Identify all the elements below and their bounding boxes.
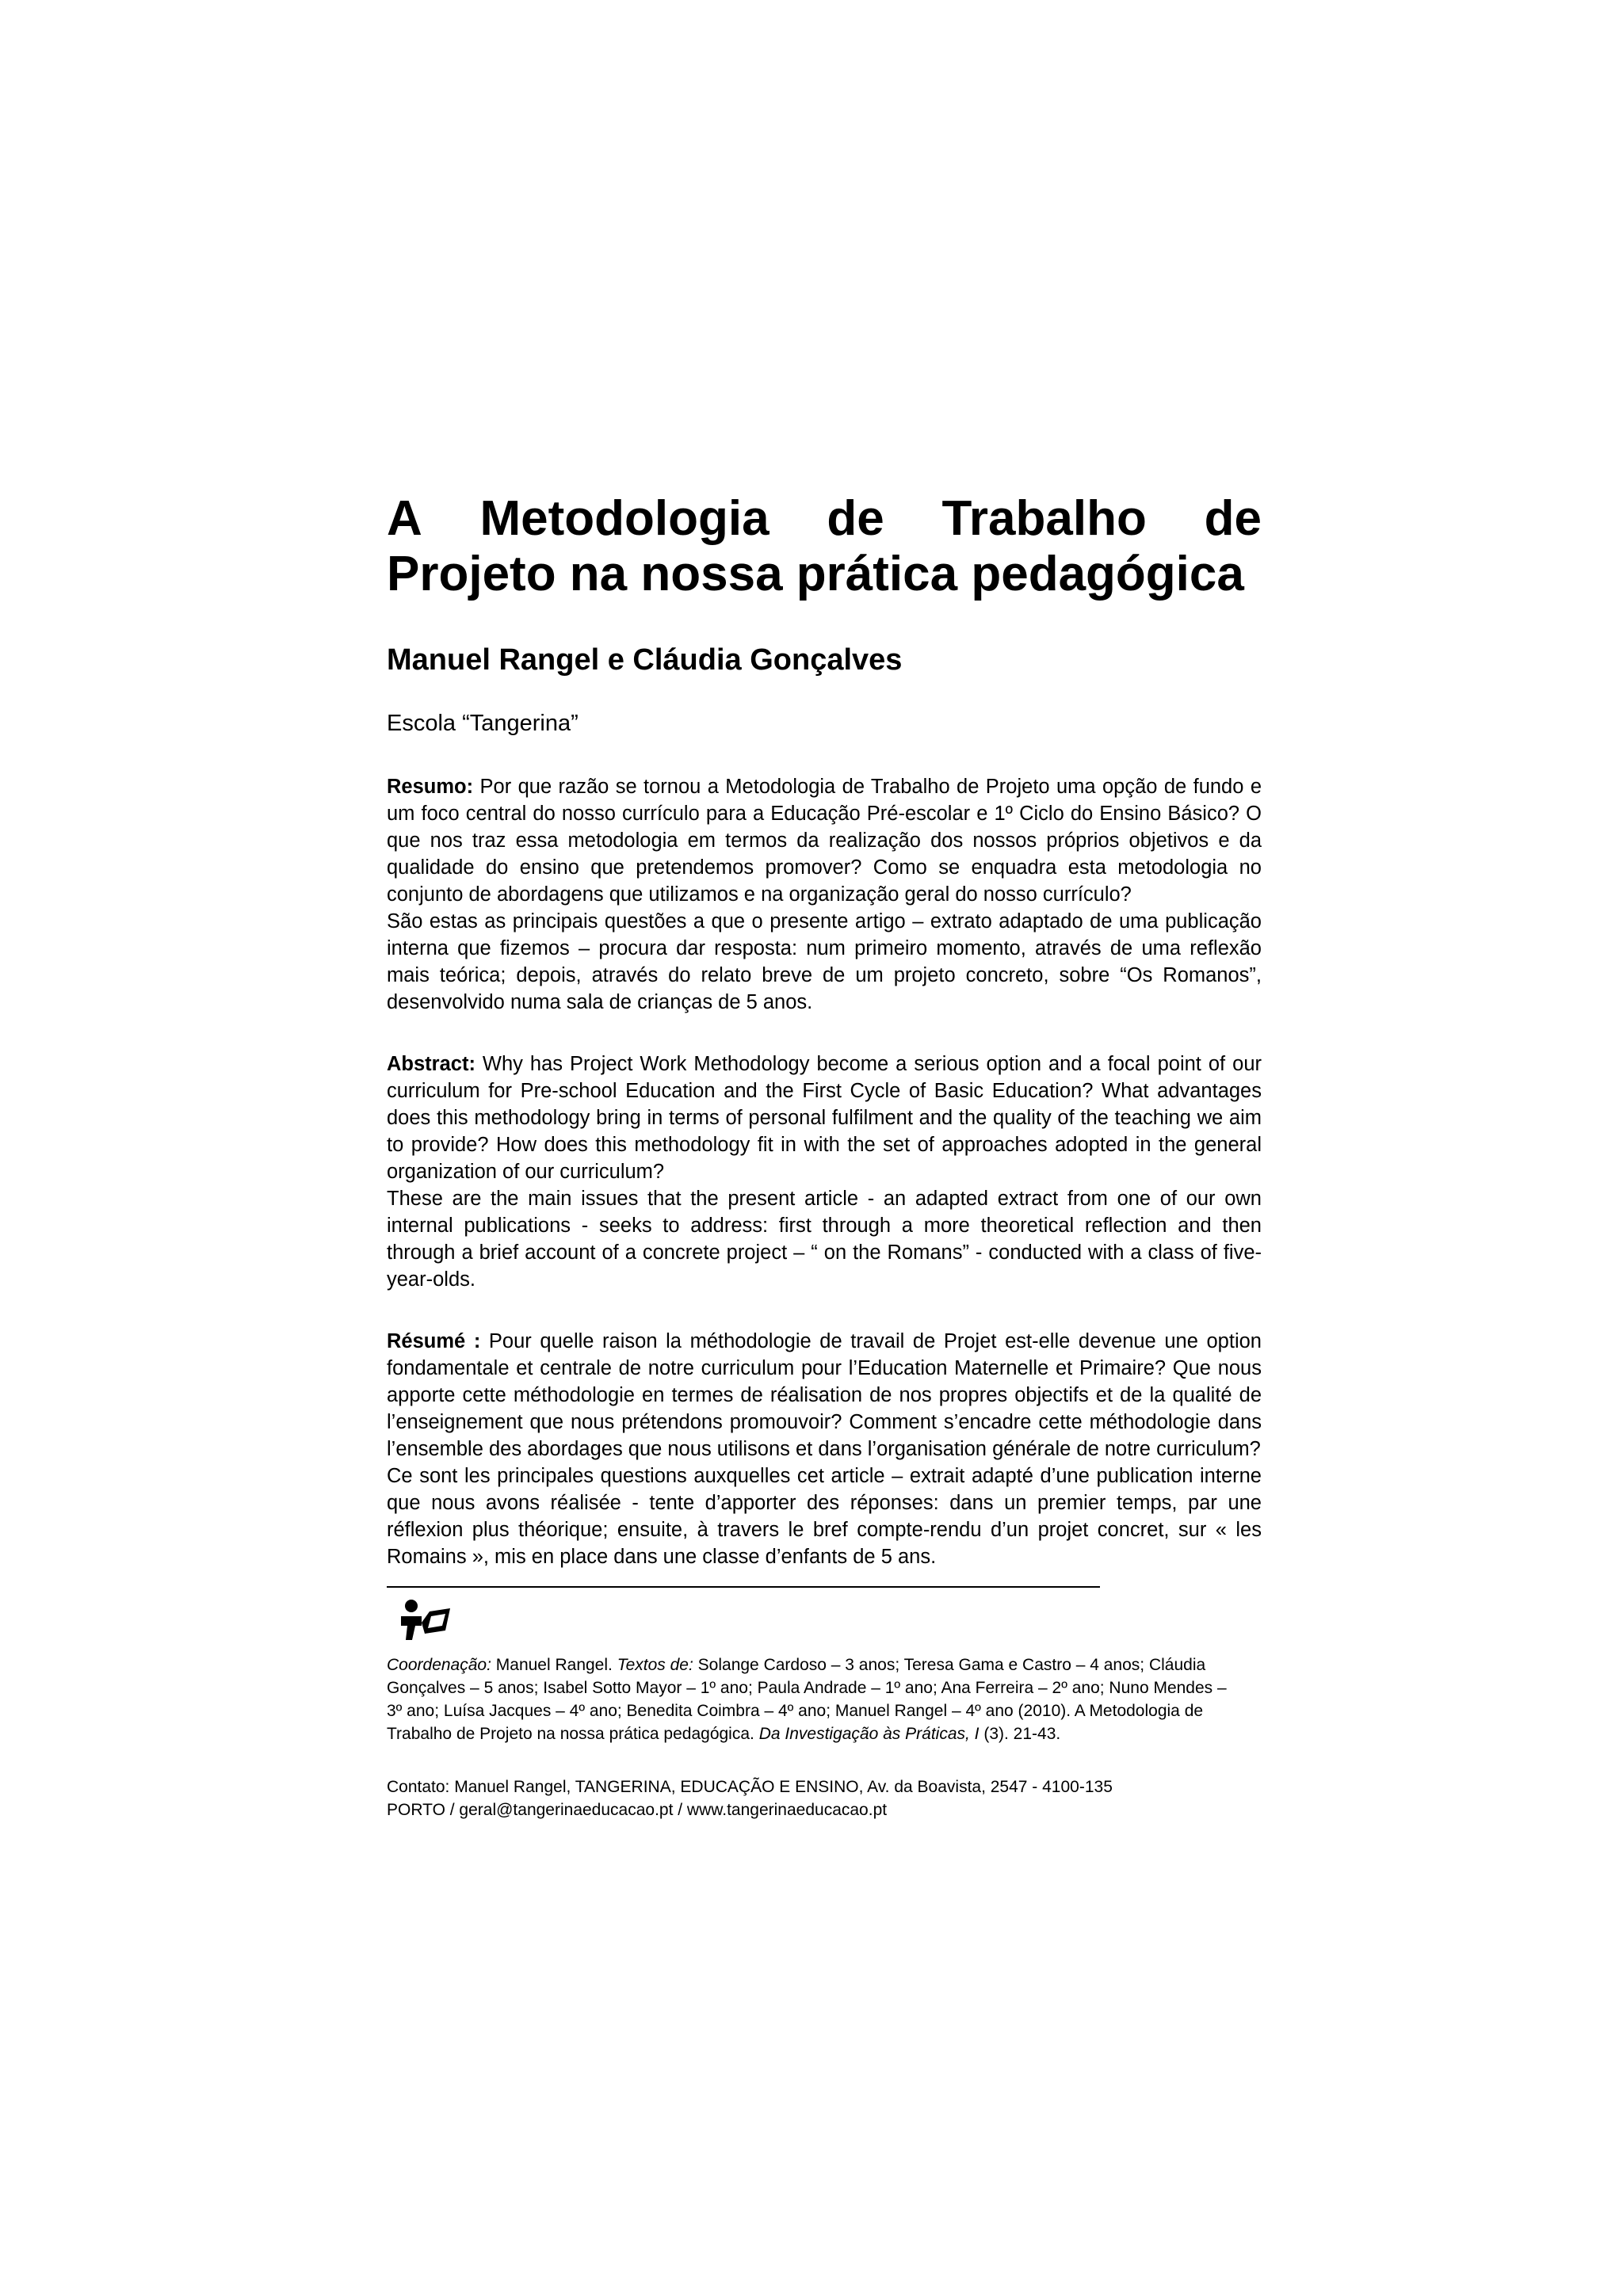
abstract-text-1: Why has Project Work Methodology become a serious option and a focal point of our curriculum for Pre-school Education and the First Cycle of Basic Education? What advantages does this methodology bring in terms of personal fulfilment and the quality of the teaching we aim to provide? How does this methodology fit in with the set of approaches adopted in the general organization of our curriculum?: [387, 1053, 1262, 1183]
title-word: de: [827, 491, 884, 546]
resumo-text-1: Por que razão se tornou a Metodologia de Trabalho de Projeto uma opção de fundo e um foco central do nosso currículo para a Educação Pré-escolar e 1º Ciclo do Ensino Básico? O que nos traz essa metodologia em termos da realização dos nossos próprios objetivos e da qualidade do ensino que pretendemos promover? Como se enquadra esta metodologia no conjunto de abordagens que utilizamos e na organização geral do nosso currículo?: [387, 776, 1262, 906]
contact-line-2: PORTO / geral@tangerinaeducacao.pt / www.tangerinaeducacao.pt: [387, 1801, 888, 1819]
reading-person-logo-icon: [398, 1599, 453, 1643]
texts-authors: Solange Cardoso – 3 anos; Teresa Gama e Castro – 4 anos; Cláudia Gonçalves – 5 anos; Isabel Sotto Mayor – 1º ano; Paula Andrade – 1º ano; Ana Ferreira – 2º ano; Nuno Mendes – 3º ano; Luísa Jacques – 4º ano; Benedita Coimbra – 4º ano; Manuel Rangel – 4º ano (2010). A Metodologia de Trabalho de Projeto na nossa prática pedagógica.: [387, 1656, 1227, 1743]
resumo-paragraph-1: [387, 773, 1262, 908]
texts-label: Textos de:: [617, 1656, 693, 1674]
abstract-paragraph-1: [387, 1051, 1262, 1185]
coordination-name: Manuel Rangel.: [491, 1656, 617, 1674]
resumo-section: [387, 773, 1262, 1016]
authors: Manuel Rangel e Cláudia Gonçalves: [387, 643, 903, 677]
contact-info: [387, 1775, 1262, 1821]
article-front-matter: [387, 491, 1262, 1821]
title-word: Metodologia: [479, 491, 769, 546]
resumo-paragraph-2: São estas as principais questões a que o presente artigo – extrato adaptado de uma publicação interna que fizemos – procura dar resposta: num primeiro momento, através de uma reflexão mais teórica; depois, através do relato breve de um projeto concreto, sobre “Os Romanos”, desenvolvido numa sala de crianças de 5 anos.: [387, 910, 1262, 1013]
abstract-section: [387, 1051, 1262, 1293]
resumo-label: Resumo:: [387, 776, 474, 798]
title-line-2: Projeto na nossa prática pedagógica: [387, 547, 1244, 601]
journal-pages: (3). 21-43.: [979, 1725, 1061, 1743]
title-line-1: [387, 491, 1262, 547]
abstract-paragraph-2: These are the main issues that the present article - an adapted extract from one of our own internal publications - seeks to address: first through a more theoretical reflection and then through a brief account of a concrete project – “ on the Romans” - conducted with a class of five-year-olds.: [387, 1188, 1262, 1291]
resume-text-1: Pour quelle raison la méthodologie de travail de Projet est-elle devenue une option fondamentale et centrale de notre curriculum pour l’Education Maternelle et Primaire? Que nous apporte cette méthodologie en termes de réalisation de nos propres objectifs et de la qualité de l’enseignement que nous prétendons promouvoir? Comment s’encadre cette méthodologie dans l’ensemble des abordages que nous utilisons et dans l’organisation générale de notre curriculum?: [387, 1330, 1262, 1460]
title-word: de: [1204, 491, 1262, 546]
contact-line-1: Contato: Manuel Rangel, TANGERINA, EDUCAÇÃO E ENSINO, Av. da Boavista, 2547 - 4100-135: [387, 1778, 1113, 1796]
affiliation: Escola “Tangerina”: [387, 711, 579, 736]
abstract-label: Abstract:: [387, 1053, 475, 1075]
resume-label: Résumé :: [387, 1330, 481, 1352]
resume-section: [387, 1328, 1262, 1570]
title-word: Trabalho: [941, 491, 1147, 546]
citation-footnote: [387, 1653, 1243, 1745]
journal-name: Da Investigação às Práticas, I: [758, 1725, 980, 1743]
article-title: [387, 491, 1262, 602]
resume-paragraph-2: Ce sont les principales questions auxquelles cet article – extrait adapté d’une publication interne que nous avons réalisée - tente d’apporter des réponses: dans un premier temps, par une réflexion plus théorique; ensuite, à travers le bref compte-rendu d’un projet concret, sur « les Romains », mis en place dans une classe d’enfants de 5 ans.: [387, 1465, 1262, 1568]
footnote-divider: [387, 1586, 1100, 1588]
resume-paragraph-1: [387, 1328, 1262, 1463]
title-word: A: [387, 491, 422, 546]
coordination-label: Coordenação:: [387, 1656, 491, 1674]
